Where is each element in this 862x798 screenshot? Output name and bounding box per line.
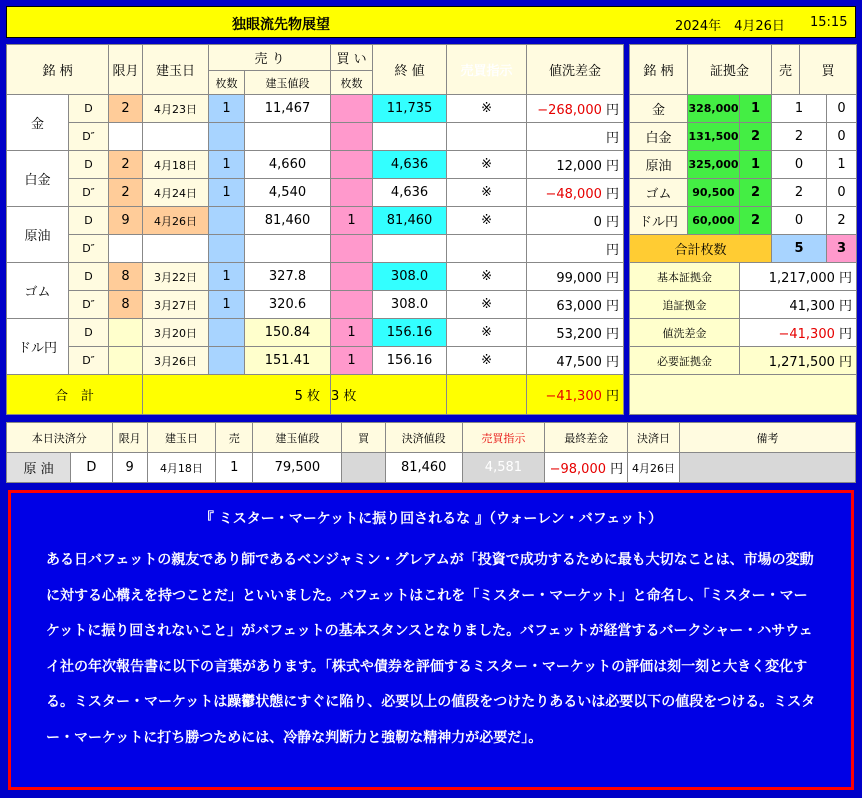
margin-amount: 131,500 — [688, 123, 740, 151]
row-mark — [447, 123, 527, 151]
row-price: 320.6 — [245, 291, 331, 319]
summary-value — [740, 263, 857, 291]
summary-amount: 1,271,500 — [768, 355, 835, 370]
margin-amount: 328,000 — [688, 95, 740, 123]
settle-name: 原 油 — [7, 453, 71, 483]
row-close: 11,735 — [373, 95, 447, 123]
margin-empty-row — [630, 375, 857, 415]
summary-amount: −41,300 — [778, 327, 835, 342]
row-buy — [331, 291, 373, 319]
row-type: D — [69, 95, 109, 123]
row-sell: 1 — [209, 291, 245, 319]
row-month: 9 — [109, 207, 143, 235]
row-price: 150.84 — [245, 319, 331, 347]
row-diff-value: 12,000 — [556, 159, 602, 174]
summary-unit: 円 — [839, 355, 853, 370]
row-date — [143, 123, 209, 151]
row-mark: ※ — [447, 151, 527, 179]
settle-header-label: 本日決済分 — [7, 423, 113, 453]
row-close: 156.16 — [373, 347, 447, 375]
row-diff-value: 99,000 — [556, 271, 602, 286]
settle-settle-price: 81,460 — [385, 453, 462, 483]
row-mark: ※ — [447, 263, 527, 291]
row-close: 4,636 — [373, 179, 447, 207]
row-diff — [527, 263, 624, 291]
margin-count: 2 — [740, 123, 772, 151]
row-date: 4月26日 — [143, 207, 209, 235]
header-kai: 買 い — [331, 45, 373, 71]
row-sell — [209, 207, 245, 235]
margin-buy: 2 — [827, 207, 857, 235]
row-mark: ※ — [447, 291, 527, 319]
total-label: 合 計 — [7, 375, 143, 415]
margin-header-shokokin: 証拠金 — [688, 45, 772, 95]
header-baibai-shiji: 売買指示 — [447, 45, 527, 95]
row-mark: ※ — [447, 347, 527, 375]
settle-unit: 円 — [610, 462, 624, 477]
row-sell — [209, 235, 245, 263]
margin-count: 2 — [740, 207, 772, 235]
settle-header-final-diff: 最終差金 — [545, 423, 628, 453]
header-tategyokubi: 建玉日 — [143, 45, 209, 95]
row-type: D″ — [69, 291, 109, 319]
settle-price: 79,500 — [253, 453, 342, 483]
row-sell — [209, 319, 245, 347]
row-month: 8 — [109, 263, 143, 291]
row-date: 4月18日 — [143, 151, 209, 179]
header-uri: 売 り — [209, 45, 331, 71]
margin-sell: 1 — [772, 95, 827, 123]
row-type: D — [69, 263, 109, 291]
row-month — [109, 347, 143, 375]
row-diff — [527, 319, 624, 347]
margin-count: 2 — [740, 179, 772, 207]
row-close — [373, 123, 447, 151]
row-diff — [527, 151, 624, 179]
row-date: 3月26日 — [143, 347, 209, 375]
header-maisu-sell: 枚数 — [209, 71, 245, 95]
summary-unit: 円 — [839, 299, 853, 314]
row-buy — [331, 151, 373, 179]
margin-sell: 2 — [772, 179, 827, 207]
commodity-name: ゴム — [7, 263, 69, 319]
row-unit: 円 — [606, 327, 620, 342]
settle-header-date: 建玉日 — [147, 423, 215, 453]
row-close: 4,636 — [373, 151, 447, 179]
settle-header-note: 備考 — [679, 423, 855, 453]
margin-name: 白金 — [630, 123, 688, 151]
margin-name: 金 — [630, 95, 688, 123]
quote-body: ある日バフェットの親友であり師であるベンジャミン・グレアムが「投資で成功するために最も大切なことは、市場の変動に対する心構えを持つことだ」といいました。バフェットはこれを「ミスター・マーケット」と命名し、「ミスター・マーケットに振り回されないこと」がバフェットの基本スタンスとなりました。バフェットが経営するバークシャー・ハサウェイ社の年次報告書に以下の言葉があります。「株式や債券を評価するミスター・マーケットの評価は刻一刻と大きく変化する。ミスター・マーケットは躁鬱状態にすぐに陥り、必要以上の値段をつけたりあるいは必要以下の値段をつける。ミスター・マーケットに打ち勝つためには、冷静な判断力と強靭な精神力が必要だ」。 — [46, 552, 816, 746]
row-buy — [331, 263, 373, 291]
settle-final-diff — [545, 453, 628, 483]
row-type: D — [69, 319, 109, 347]
row-date: 3月22日 — [143, 263, 209, 291]
row-unit: 円 — [606, 271, 620, 286]
settle-header-buy: 買 — [342, 423, 385, 453]
row-month: 2 — [109, 179, 143, 207]
summary-value — [740, 291, 857, 319]
row-sell — [209, 347, 245, 375]
settle-header-sell: 売 — [216, 423, 253, 453]
settle-month: 9 — [112, 453, 147, 483]
settle-header-month: 限月 — [112, 423, 147, 453]
row-price — [245, 123, 331, 151]
margin-total-sell: 5 — [772, 235, 827, 263]
header-maisu-buy: 枚数 — [331, 71, 373, 95]
summary-amount: 41,300 — [789, 299, 835, 314]
row-buy — [331, 179, 373, 207]
row-month — [109, 319, 143, 347]
row-date — [143, 235, 209, 263]
row-diff — [527, 95, 624, 123]
total-diff — [527, 375, 624, 415]
header-nearai: 値洗差金 — [527, 45, 624, 95]
row-month — [109, 123, 143, 151]
margin-header-meigara: 銘 柄 — [630, 45, 688, 95]
row-diff — [527, 291, 624, 319]
row-diff-value: 63,000 — [556, 299, 602, 314]
row-mark: ※ — [447, 95, 527, 123]
margin-sell: 0 — [772, 207, 827, 235]
row-price: 4,660 — [245, 151, 331, 179]
summary-amount: 1,217,000 — [768, 271, 835, 286]
row-buy — [331, 235, 373, 263]
total-buy: 3 枚 — [331, 375, 447, 415]
commodity-name: 金 — [7, 95, 69, 151]
margin-buy: 0 — [827, 179, 857, 207]
row-type: D — [69, 207, 109, 235]
margin-buy: 0 — [827, 95, 857, 123]
time-label: 15:15 — [810, 15, 848, 30]
margin-total-buy: 3 — [827, 235, 857, 263]
row-close — [373, 235, 447, 263]
row-mark — [447, 235, 527, 263]
total-diff-value: −41,300 — [545, 389, 602, 404]
row-diff — [527, 123, 624, 151]
row-close: 308.0 — [373, 291, 447, 319]
settle-final-diff-value: −98,000 — [549, 462, 606, 477]
row-price: 327.8 — [245, 263, 331, 291]
row-close: 308.0 — [373, 263, 447, 291]
settle-header-shiji: 売買指示 — [462, 423, 545, 453]
row-mark: ※ — [447, 319, 527, 347]
row-diff-value: 47,500 — [556, 355, 602, 370]
margin-amount: 325,000 — [688, 151, 740, 179]
summary-label: 基本証拠金 — [630, 263, 740, 291]
row-buy: 1 — [331, 347, 373, 375]
row-buy — [331, 123, 373, 151]
row-close: 156.16 — [373, 319, 447, 347]
summary-label: 値洗差金 — [630, 319, 740, 347]
page-title: 独眼流先物展望 — [232, 17, 330, 33]
header-owarine: 終 値 — [373, 45, 447, 95]
margin-buy: 1 — [827, 151, 857, 179]
row-unit: 円 — [606, 215, 620, 230]
row-month: 8 — [109, 291, 143, 319]
row-diff-value: −48,000 — [545, 187, 602, 202]
row-sell: 1 — [209, 263, 245, 291]
margin-sell: 0 — [772, 151, 827, 179]
row-diff-value: −268,000 — [537, 103, 602, 118]
summary-unit: 円 — [839, 271, 853, 286]
margin-buy: 0 — [827, 123, 857, 151]
row-sell: 1 — [209, 95, 245, 123]
row-date: 3月20日 — [143, 319, 209, 347]
row-price: 11,467 — [245, 95, 331, 123]
margin-header-uri: 売 — [772, 45, 800, 95]
total-sell: 5 枚 — [143, 375, 331, 415]
margin-name: ゴム — [630, 179, 688, 207]
row-type: D″ — [69, 235, 109, 263]
commodity-name: 原油 — [7, 207, 69, 263]
row-diff — [527, 235, 624, 263]
margin-count: 1 — [740, 151, 772, 179]
header-meigara: 銘 柄 — [7, 45, 109, 95]
margin-amount: 90,500 — [688, 179, 740, 207]
summary-value — [740, 319, 857, 347]
row-type: D″ — [69, 179, 109, 207]
row-unit: 円 — [606, 355, 620, 370]
margin-count: 1 — [740, 95, 772, 123]
row-price: 4,540 — [245, 179, 331, 207]
summary-label: 必要証拠金 — [630, 347, 740, 375]
row-sell: 1 — [209, 179, 245, 207]
settle-settle-date: 4月26日 — [628, 453, 680, 483]
settle-header-price: 建玉値段 — [253, 423, 342, 453]
row-diff-value: 53,200 — [556, 327, 602, 342]
row-mark: ※ — [447, 207, 527, 235]
margin-sell: 2 — [772, 123, 827, 151]
total-unit: 円 — [606, 389, 620, 404]
margin-name: 原油 — [630, 151, 688, 179]
settle-header-settle-price: 決済値段 — [385, 423, 462, 453]
margin-name: ドル円 — [630, 207, 688, 235]
row-mark: ※ — [447, 179, 527, 207]
summary-unit: 円 — [839, 327, 853, 342]
row-sell — [209, 123, 245, 151]
margin-amount: 60,000 — [688, 207, 740, 235]
row-diff-value: 0 — [593, 215, 602, 230]
positions-table — [6, 44, 624, 415]
margin-header-kai: 買 — [800, 45, 857, 95]
row-date: 4月23日 — [143, 95, 209, 123]
row-buy — [331, 95, 373, 123]
settle-header-settle-date: 決済日 — [628, 423, 680, 453]
row-date: 4月24日 — [143, 179, 209, 207]
quote-title: 『 ミスター・マーケットに振り回されるな 』（ウォーレン・バフェット） — [199, 511, 663, 527]
settle-note — [679, 453, 855, 483]
margin-total-label: 合計枚数 — [630, 235, 772, 263]
row-diff — [527, 179, 624, 207]
row-price: 81,460 — [245, 207, 331, 235]
total-spacer — [447, 375, 527, 415]
settle-sell: 1 — [216, 453, 253, 483]
header-tategyoku-nedan: 建玉値段 — [245, 71, 331, 95]
row-buy: 1 — [331, 319, 373, 347]
row-unit: 円 — [606, 131, 620, 146]
row-date: 3月27日 — [143, 291, 209, 319]
row-month — [109, 235, 143, 263]
row-type: D — [69, 151, 109, 179]
settle-buy — [342, 453, 385, 483]
quote-box — [8, 490, 854, 790]
title-bar — [6, 6, 856, 38]
date-label: 2024年 4月26日 — [675, 19, 785, 34]
row-price: 151.41 — [245, 347, 331, 375]
row-unit: 円 — [606, 299, 620, 314]
row-diff — [527, 347, 624, 375]
row-unit: 円 — [606, 187, 620, 202]
header-gengetsu: 限月 — [109, 45, 143, 95]
row-month: 2 — [109, 151, 143, 179]
summary-value — [740, 347, 857, 375]
settle-type: D — [71, 453, 112, 483]
commodity-name: ドル円 — [7, 319, 69, 375]
row-unit: 円 — [606, 159, 620, 174]
row-sell: 1 — [209, 151, 245, 179]
margin-table — [629, 44, 857, 415]
row-buy: 1 — [331, 207, 373, 235]
settlement-table — [6, 422, 856, 483]
row-price — [245, 235, 331, 263]
row-type: D″ — [69, 123, 109, 151]
settle-shiji: 4,581 — [462, 453, 545, 483]
settle-date: 4月18日 — [147, 453, 215, 483]
row-diff — [527, 207, 624, 235]
row-month: 2 — [109, 95, 143, 123]
row-close: 81,460 — [373, 207, 447, 235]
row-unit: 円 — [606, 103, 620, 118]
row-type: D″ — [69, 347, 109, 375]
summary-label: 追証拠金 — [630, 291, 740, 319]
row-unit: 円 — [606, 243, 620, 258]
commodity-name: 白金 — [7, 151, 69, 207]
